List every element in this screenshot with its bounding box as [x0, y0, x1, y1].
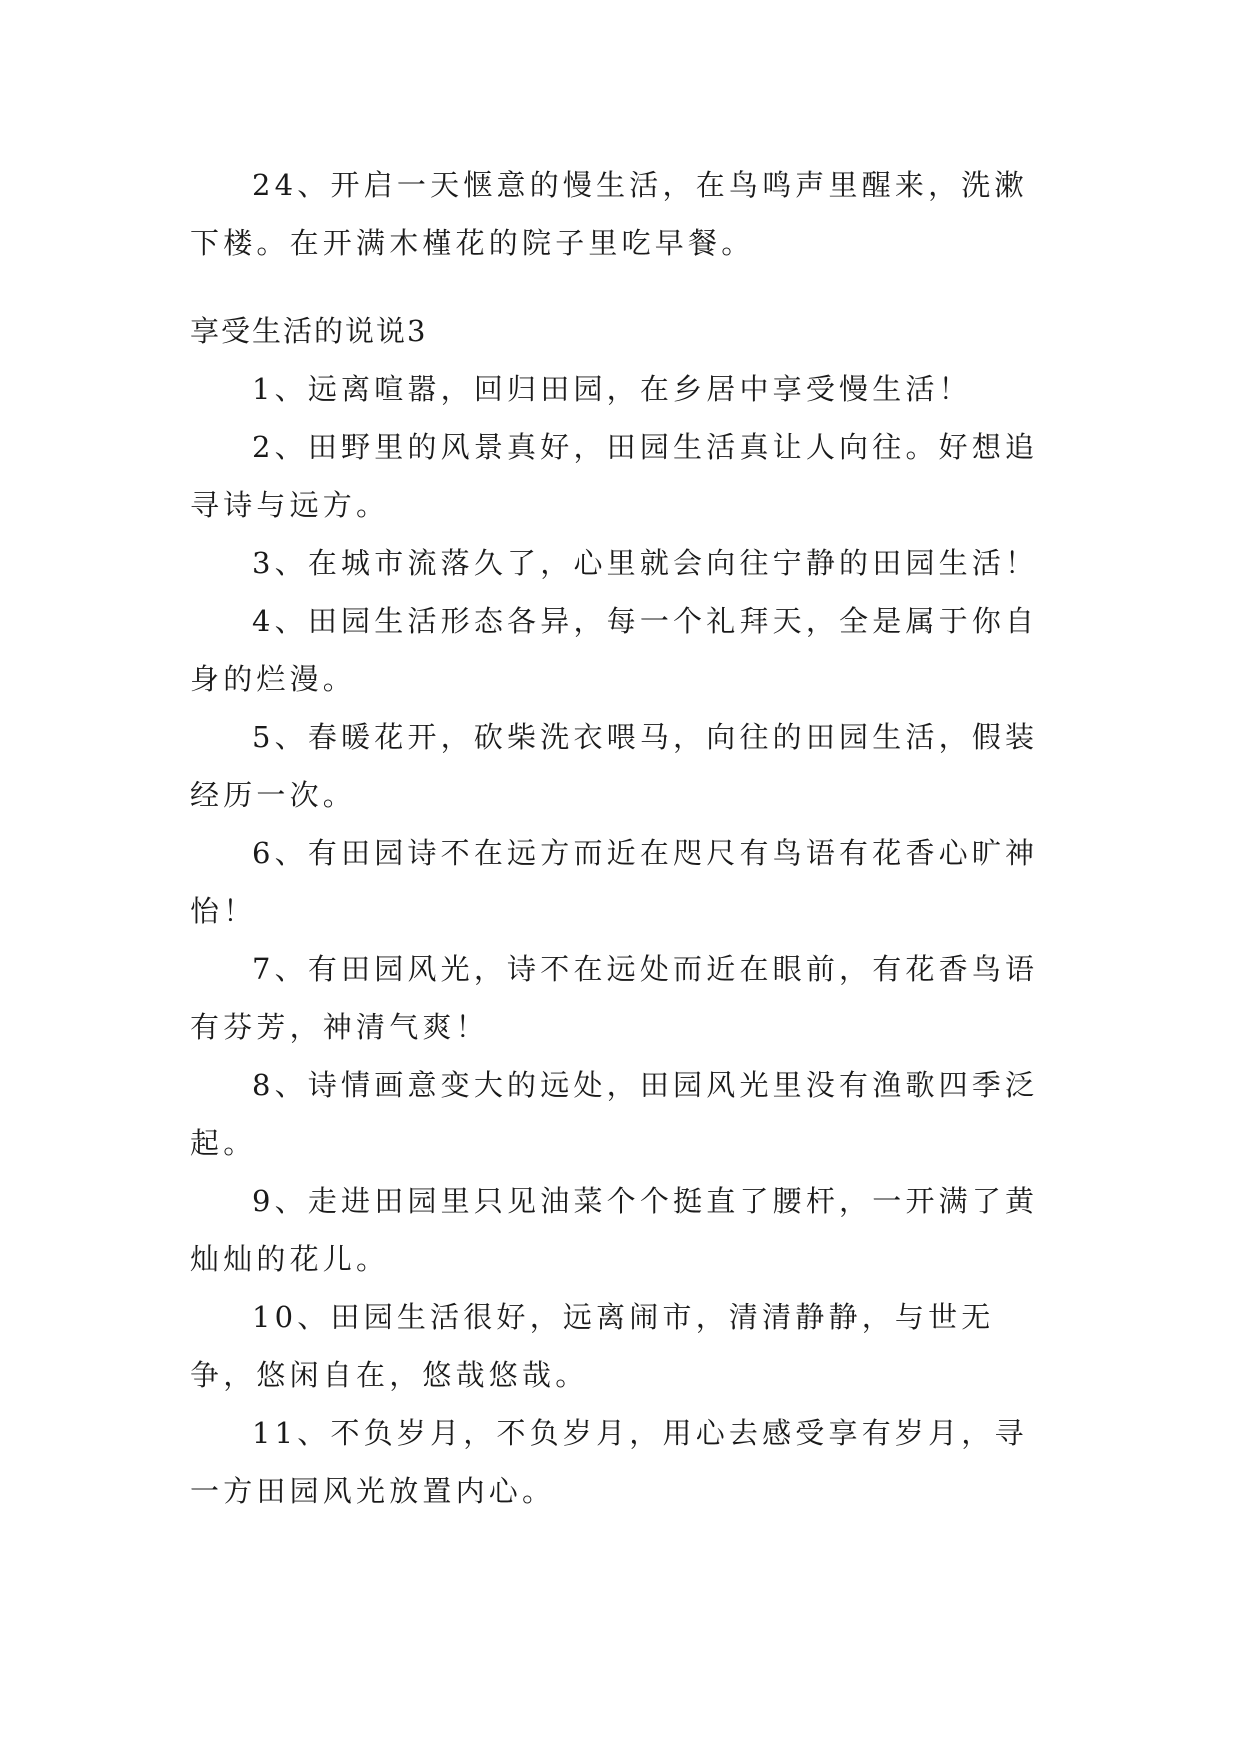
section-3: [190, 302, 1050, 1520]
top-section: [190, 156, 1050, 272]
list-item: 9、走进田园里只见油菜个个挺直了腰杆，一开满了黄灿灿的花儿。: [190, 1184, 1039, 1276]
list-item: 7、有田园风光，诗不在远处而近在眼前，有花香鸟语有芬芳，神清气爽！: [190, 952, 1039, 1044]
list-item: 6、有田园诗不在远方而近在咫尺有鸟语有花香心旷神怡！: [190, 836, 1039, 928]
list-item: 3、在城市流落久了，心里就会向往宁静的田园生活！: [252, 546, 1039, 580]
section-title: 享受生活的说说3: [190, 314, 428, 348]
paragraph-24: 24、开启一天惬意的慢生活，在鸟鸣声里醒来，洗漱下楼。在开满木槿花的院子里吃早餐。: [190, 168, 1028, 260]
list-item: 2、田野里的风景真好，田园生活真让人向往。好想追寻诗与远方。: [190, 430, 1039, 522]
list-item: 1、远离喧嚣，回归田园，在乡居中享受慢生活！: [252, 372, 972, 406]
list-item: 10、田园生活很好，远离闹市，清清静静，与世无争，悠闲自在，悠哉悠哉。: [190, 1300, 995, 1392]
list-item: 8、诗情画意变大的远处，田园风光里没有渔歌四季泛起。: [190, 1068, 1039, 1160]
list-item: 11、不负岁月，不负岁月，用心去感受享有岁月，寻一方田园风光放置内心。: [190, 1416, 1028, 1508]
list-item: 4、田园生活形态各异，每一个礼拜天，全是属于你自身的烂漫。: [190, 604, 1039, 696]
list-item: 5、春暖花开，砍柴洗衣喂马，向往的田园生活，假装经历一次。: [190, 720, 1039, 812]
